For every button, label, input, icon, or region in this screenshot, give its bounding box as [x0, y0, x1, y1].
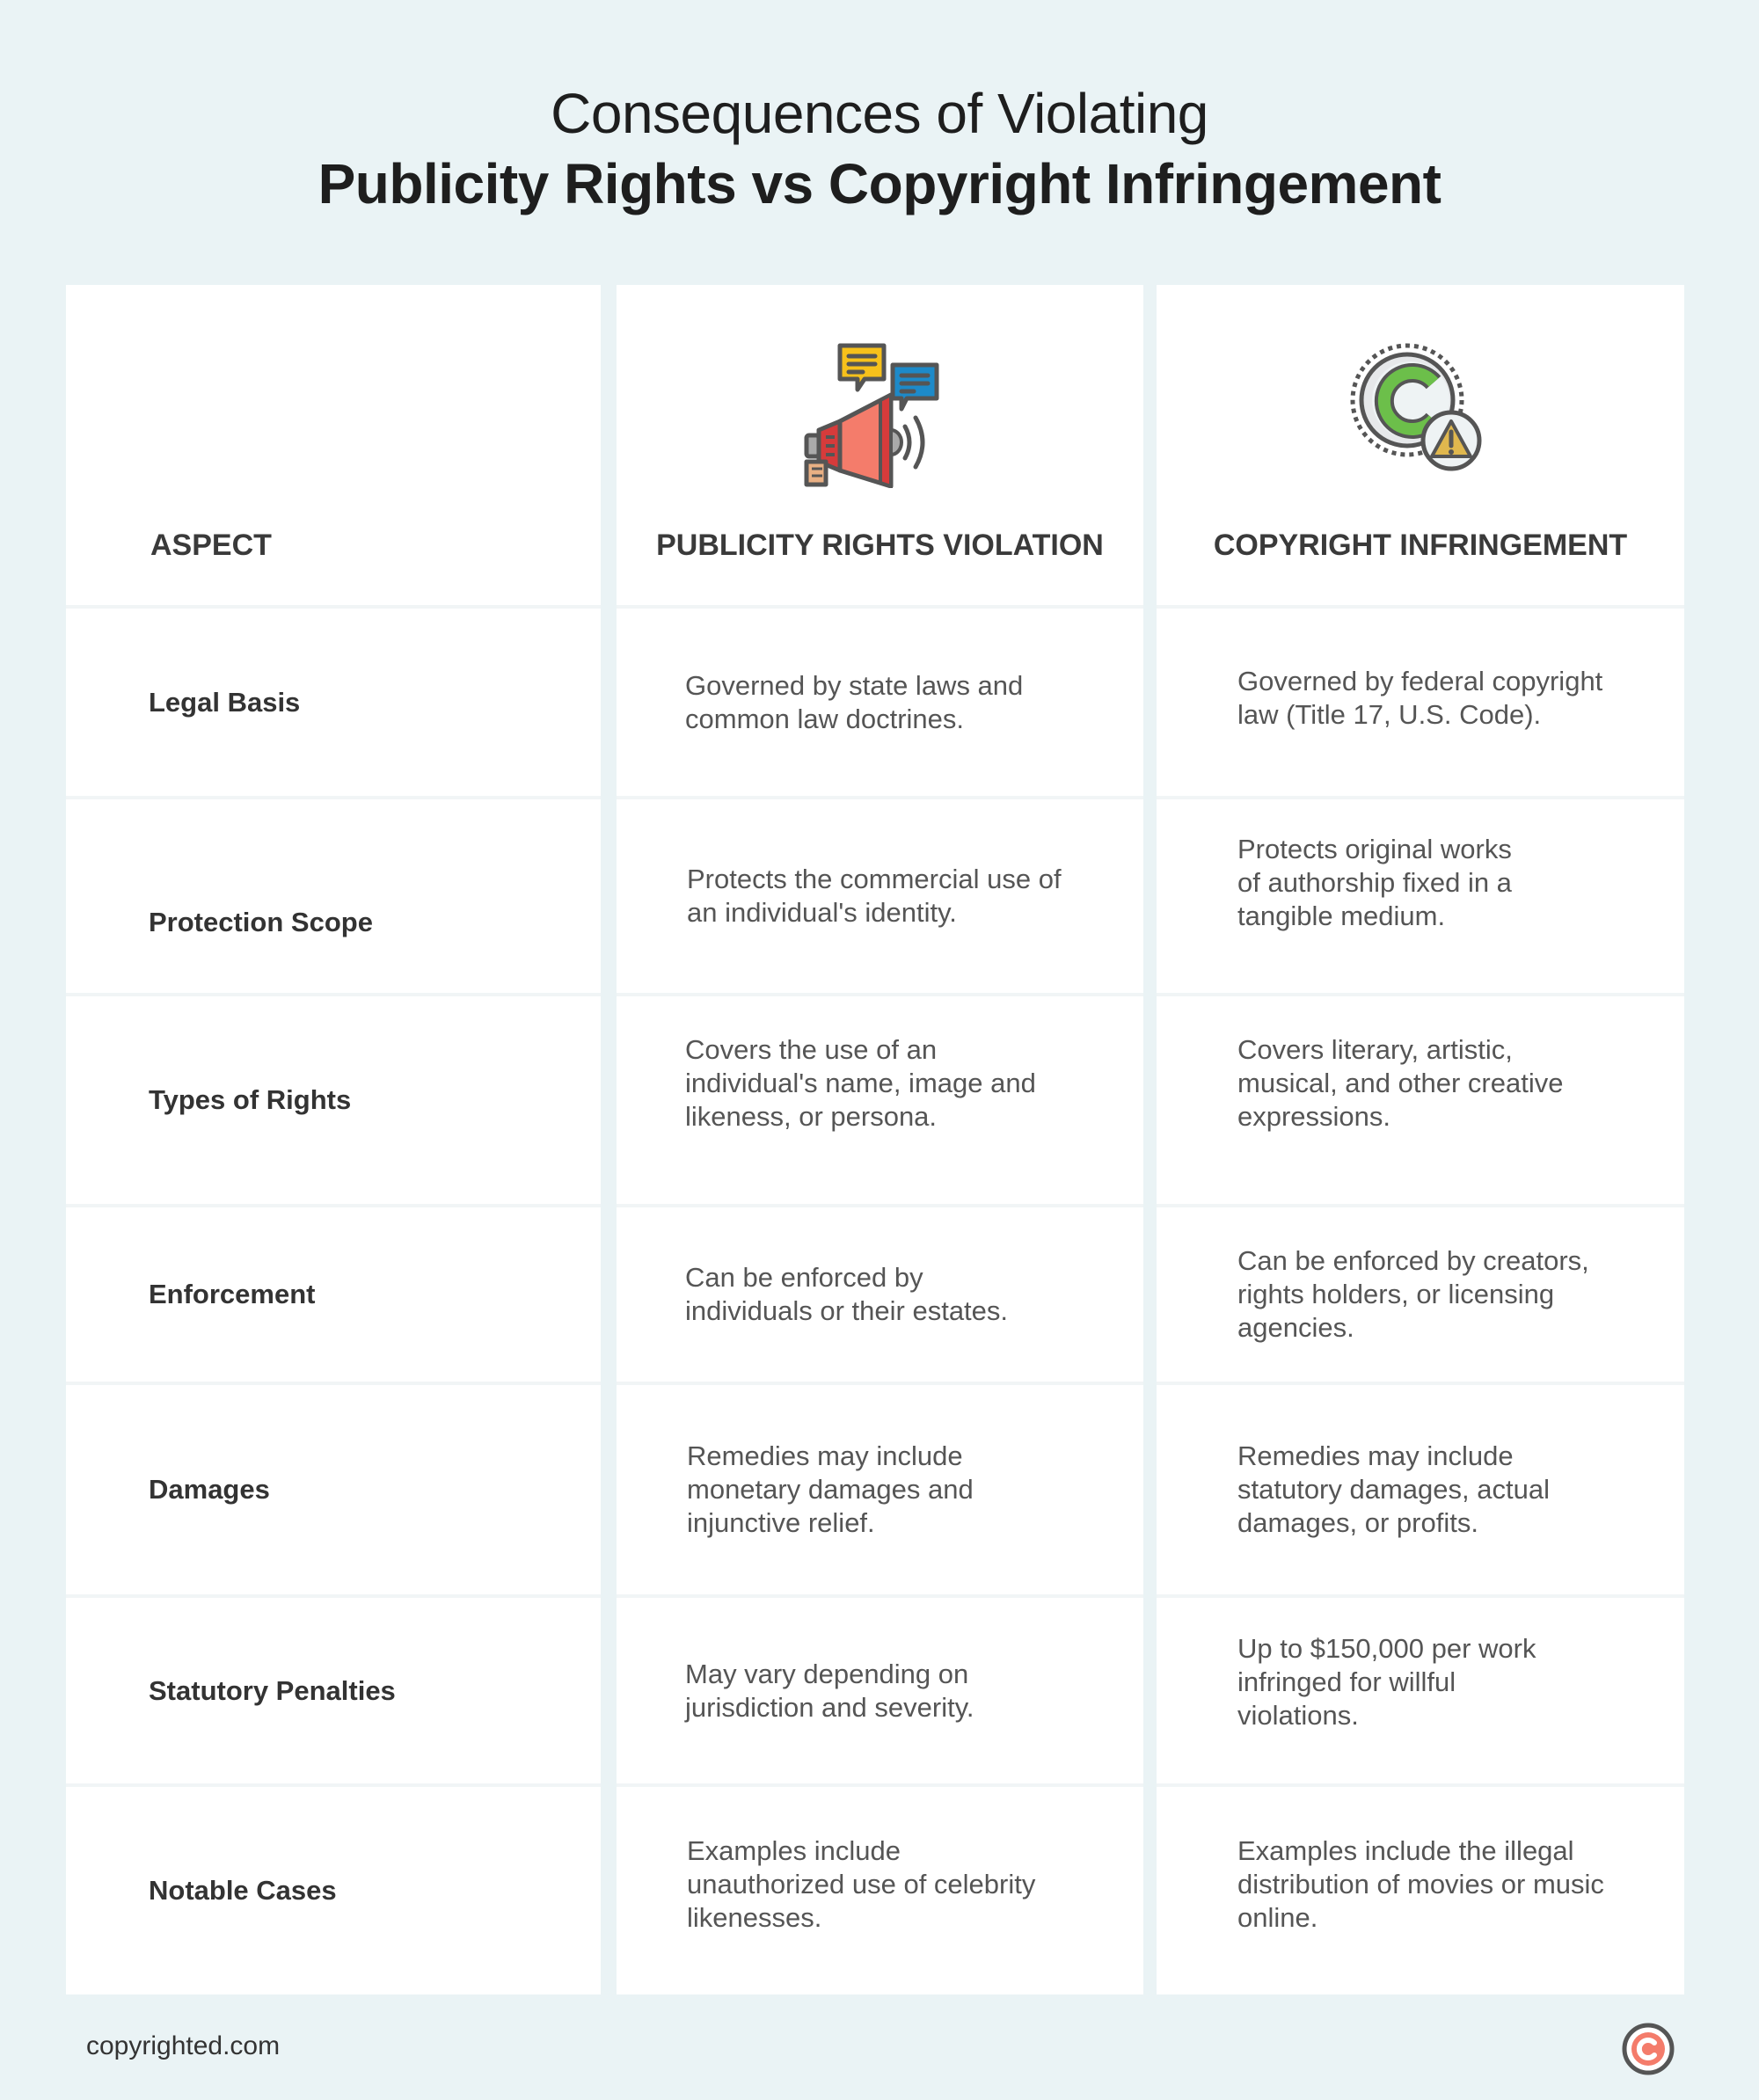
copyright-text: Governed by federal copyright law (Title 17, U.S. Code).: [1237, 665, 1603, 730]
copyright-cell: [1157, 1207, 1684, 1382]
publicity-column: [617, 285, 1143, 1994]
copyright-cell: [1157, 996, 1684, 1204]
publicity-text: Remedies may include monetary damages and injunctive relief.: [687, 1440, 974, 1538]
copyright-cell: [1157, 1787, 1684, 1994]
copyright-cell: [1157, 1385, 1684, 1594]
aspect-cell: [66, 996, 601, 1204]
copyright-text: Up to $150,000 per work infringed for willful violations.: [1237, 1632, 1536, 1731]
header-cell-aspect: [66, 285, 601, 605]
aspect-cell: [66, 1385, 601, 1594]
publicity-cell: [617, 1385, 1143, 1594]
megaphone-with-speech-bubbles-icon: [796, 339, 954, 488]
aspect-label: Legal Basis: [149, 686, 301, 718]
title-line-2: Publicity Rights vs Copyright Infringement: [317, 152, 1442, 215]
aspect-column: [66, 285, 601, 1994]
publicity-cell: [617, 1207, 1143, 1382]
aspect-label: Notable Cases: [149, 1875, 337, 1906]
copyright-text: Can be enforced by creators, rights holders, or licensing agencies.: [1237, 1245, 1589, 1343]
aspect-label: Statutory Penalties: [149, 1674, 396, 1706]
aspect-label: Types of Rights: [149, 1084, 352, 1115]
copyright-cell: [1157, 799, 1684, 993]
copyright-text: Protects original works of authorship fixed in a tangible medium.: [1237, 834, 1512, 931]
publicity-text: Governed by state laws and common law doctrines.: [685, 669, 1024, 734]
title-line-1: Consequences of Violating: [551, 82, 1208, 145]
aspect-cell: [66, 1598, 601, 1783]
copyright-text: Remedies may include statutory damages, actual damages, or profits.: [1237, 1440, 1550, 1538]
copyright-cell: [1157, 1598, 1684, 1783]
publicity-text: Examples include unauthorized use of celebrity likenesses.: [687, 1835, 1036, 1933]
publicity-text: Can be enforced by individuals or their estates.: [685, 1262, 1009, 1326]
header-aspect: ASPECT: [150, 529, 272, 562]
aspect-cell: [66, 799, 601, 993]
copyright-text: Covers literary, artistic, musical, and other creative expressions.: [1237, 1034, 1564, 1132]
publicity-text: Protects the commercial use of an individual's identity.: [687, 864, 1062, 928]
page-title: [0, 77, 1759, 218]
aspect-label: Protection Scope: [149, 907, 373, 937]
publicity-text: May vary depending on jurisdiction and severity.: [685, 1658, 974, 1723]
copyright-text: Examples include the illegal distribution of movies or music online.: [1237, 1835, 1604, 1933]
publicity-cell: [617, 1598, 1143, 1783]
publicity-text: Covers the use of an individual's name, image and likeness, or persona.: [685, 1034, 1036, 1132]
copyright-cell: [1157, 609, 1684, 796]
copyright-column: [1157, 285, 1684, 1994]
publicity-cell: [617, 799, 1143, 993]
copyright-logo-icon[interactable]: [1622, 2023, 1675, 2075]
aspect-label: Enforcement: [149, 1279, 316, 1309]
publicity-cell: [617, 1787, 1143, 1994]
aspect-cell: [66, 609, 601, 796]
header-copyright: COPYRIGHT INFRINGEMENT: [1213, 529, 1628, 562]
publicity-cell: [617, 996, 1143, 1204]
publicity-cell: [617, 609, 1143, 796]
aspect-label: Damages: [149, 1474, 270, 1505]
header-publicity: PUBLICITY RIGHTS VIOLATION: [656, 529, 1104, 562]
aspect-cell: [66, 1787, 601, 1994]
aspect-cell: [66, 1207, 601, 1382]
footer-site-link[interactable]: copyrighted.com: [86, 2031, 281, 2060]
copyright-symbol-with-warning-icon: [1346, 339, 1491, 479]
